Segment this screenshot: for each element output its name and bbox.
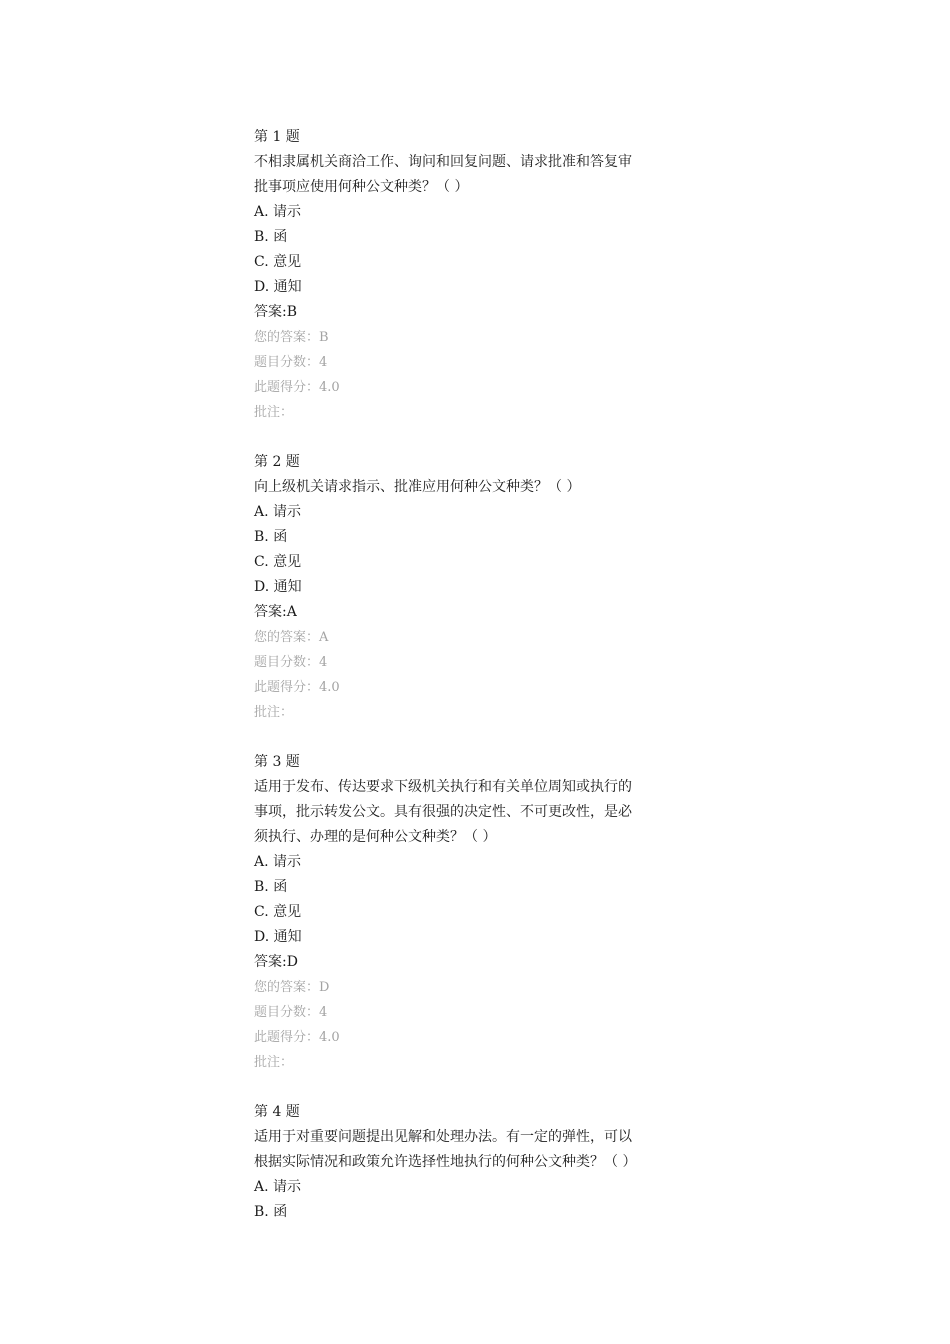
option-b: B. 函 <box>254 879 288 895</box>
question-number: 第 2 题 <box>254 454 300 470</box>
option-a: A. 请示 <box>254 854 302 870</box>
question-note: 批注： <box>254 705 294 720</box>
question-stem-line: 根据实际情况和政策允许选择性地执行的何种公文种类？（ ） <box>254 1154 637 1170</box>
question-stem-line: 适用于发布、传达要求下级机关执行和有关单位周知或执行的 <box>254 779 632 795</box>
your-answer: 您的答案：B <box>254 330 329 345</box>
question-2 <box>254 450 694 725</box>
quiz-results-page <box>254 125 694 1250</box>
question-note: 批注： <box>254 1055 294 1070</box>
question-stem-line: 须执行、办理的是何种公文种类？（ ） <box>254 829 497 845</box>
question-stem-line: 事项，批示转发公文。具有很强的决定性、不可更改性，是必 <box>254 804 632 820</box>
option-a: A. 请示 <box>254 1179 302 1195</box>
your-answer: 您的答案：D <box>254 980 330 995</box>
option-a: A. 请示 <box>254 204 302 220</box>
question-points: 题目分数：4 <box>254 1005 328 1020</box>
correct-answer: 答案:D <box>254 954 298 970</box>
question-score: 此题得分：4.0 <box>254 680 340 695</box>
your-answer: 您的答案：A <box>254 630 329 645</box>
option-d: D. 通知 <box>254 929 302 945</box>
question-stem-line: 批事项应使用何种公文种类？（ ） <box>254 179 469 195</box>
option-b: B. 函 <box>254 1204 288 1220</box>
correct-answer: 答案:B <box>254 304 298 320</box>
option-d: D. 通知 <box>254 579 302 595</box>
question-4 <box>254 1100 694 1225</box>
question-score: 此题得分：4.0 <box>254 380 340 395</box>
question-number: 第 4 题 <box>254 1104 300 1120</box>
option-c: C. 意见 <box>254 904 302 920</box>
question-points: 题目分数：4 <box>254 655 328 670</box>
question-stem-line: 不相隶属机关商洽工作、询问和回复问题、请求批准和答复审 <box>254 154 632 170</box>
question-number: 第 3 题 <box>254 754 300 770</box>
option-a: A. 请示 <box>254 504 302 520</box>
question-stem-line: 向上级机关请求指示、批准应用何种公文种类？（ ） <box>254 479 581 495</box>
option-b: B. 函 <box>254 229 288 245</box>
question-score: 此题得分：4.0 <box>254 1030 340 1045</box>
question-note: 批注： <box>254 405 294 420</box>
option-c: C. 意见 <box>254 554 302 570</box>
option-c: C. 意见 <box>254 254 302 270</box>
option-d: D. 通知 <box>254 279 302 295</box>
question-stem-line: 适用于对重要问题提出见解和处理办法。有一定的弹性，可以 <box>254 1129 632 1145</box>
question-1 <box>254 125 694 425</box>
correct-answer: 答案:A <box>254 604 297 620</box>
question-3 <box>254 750 694 1075</box>
question-points: 题目分数：4 <box>254 355 328 370</box>
option-b: B. 函 <box>254 529 288 545</box>
question-number: 第 1 题 <box>254 129 300 145</box>
